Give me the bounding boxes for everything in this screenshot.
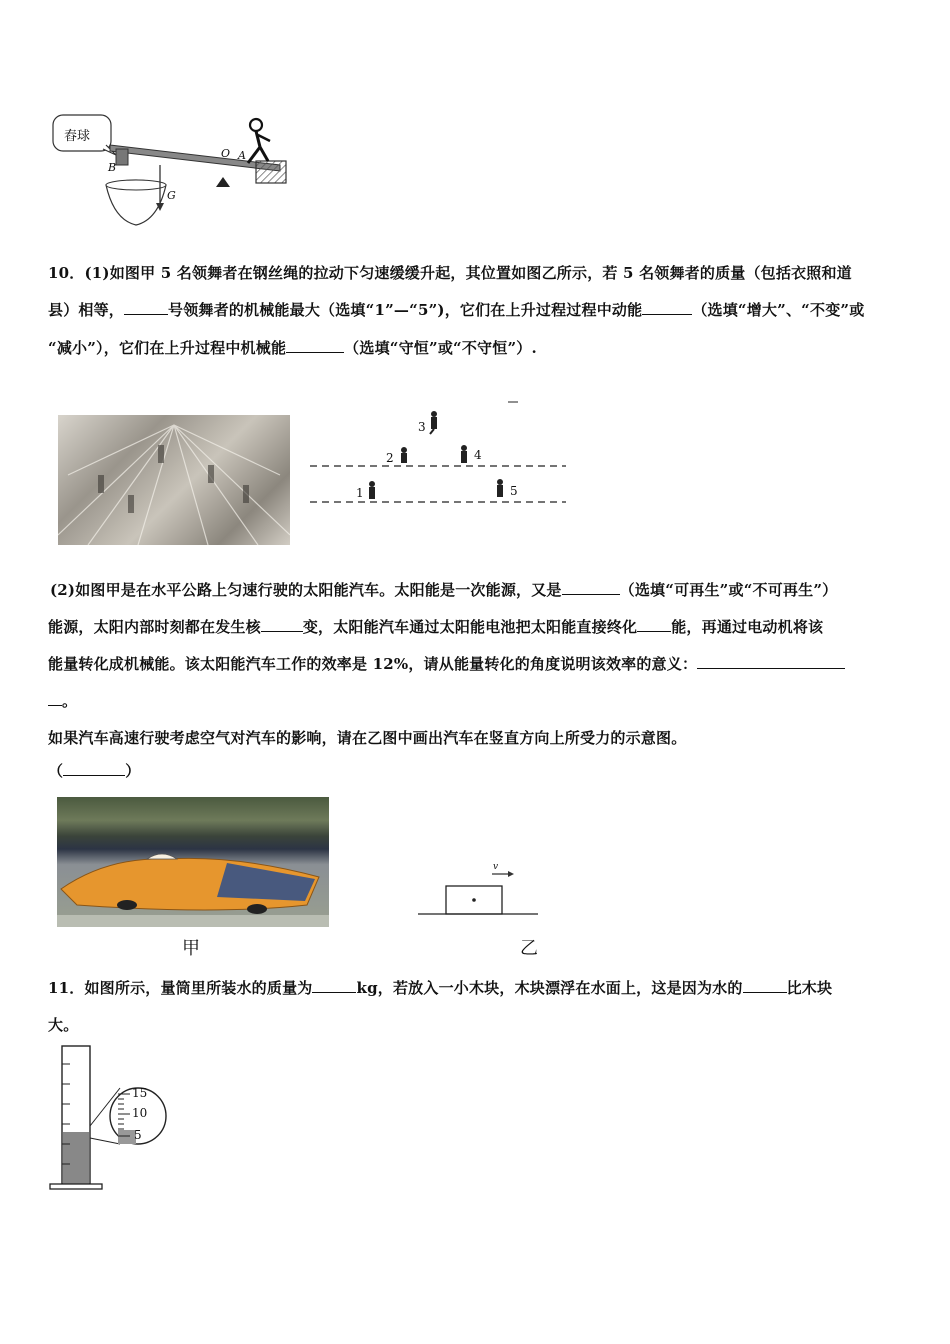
q10p2-line6: （ ） [48,762,141,780]
q10p2-line2: 能源，太阳内部时刻都在发生核 变，太阳能汽车通过太阳能电池把太阳能直接终化 能，再通过电动机将该 [48,618,824,636]
answer-blank[interactable] [743,978,787,993]
lever-figure [48,105,298,230]
tick-label-15: 15 [132,1086,148,1100]
q10p2-line1: (2)如图甲是在水平公路上匀速行驶的太阳能汽车。太阳能是一次能源，又是 （选填“可再生”或“不可再生”） [50,581,838,599]
dancer-label-3: 3 [418,420,426,434]
q10p2-line4: 。 [48,690,77,711]
q10p2-line5: 如果汽车高速行驶考虑空气对汽车的影响，请在乙图中画出汽车在竖直方向上所受力的示意图。 [48,729,687,747]
label-B: B [108,161,117,174]
answer-blank[interactable] [642,300,692,315]
solar-car-photo [57,797,329,927]
dancers-photo [58,415,290,545]
answer-blank[interactable] [261,617,303,632]
dancer-label-1: 1 [356,486,364,500]
car-force-diagram [418,862,538,922]
q10p2-line3: 能量转化成机械能。该太阳能汽车工作的效率是 12%，请从能量转化的角度说明该效率的意义： [48,653,845,674]
q10-line2: 县）相等， 号领舞者的机械能最大（选填“1”—“5”)，它们在上升过程过程中动能 （选填“增大”、“不变”或 [48,301,865,319]
answer-blank[interactable] [312,978,356,993]
answer-blank[interactable] [63,761,125,776]
solar-car-shape [57,797,329,927]
tick-label-5: 5 [134,1128,142,1142]
bubble-text: 舂球 [64,129,91,144]
q10-line1: 10．(1)如图甲 5 名领舞者在钢丝绳的拉动下匀速缓缓升起，其位置如图乙所示，若 5 名领舞者的质量（包括衣照和道 [48,264,852,282]
label-v: v [493,862,499,872]
graduated-cylinder [46,1044,176,1194]
label-jia: 甲 [182,938,200,959]
label-A: A [238,149,246,162]
label-O: O [221,147,231,160]
graduated-cylinder-figure [46,1044,176,1194]
dancer-lines [308,400,568,515]
dancer-label-5: 5 [510,484,518,498]
dancers-photo-texture [58,415,290,545]
answer-blank[interactable] [48,691,62,706]
car-block-diagram [418,862,538,922]
label-yi: 乙 [520,938,538,959]
dancer-label-2: 2 [386,451,394,465]
answer-blank[interactable] [286,338,344,353]
answer-blank[interactable] [697,654,845,669]
label-G: G [167,189,176,202]
q10-line3: “减小”），它们在上升过程中机械能 （选填“守恒”或“不守恒”）. [48,339,537,357]
dancer-label-4: 4 [474,448,482,462]
q11-line2: 大。 [48,1016,79,1034]
answer-blank[interactable] [562,580,620,595]
q11-line1: 11．如图所示，量筒里所装水的质量为 kg，若放入一小木块，木块漂浮在水面上，这是因为水的 比木块 [48,979,833,997]
dancers-position-diagram [308,400,568,515]
answer-blank[interactable] [124,300,168,315]
tick-label-10: 10 [132,1106,148,1120]
answer-blank[interactable] [637,617,671,632]
lever-diagram [48,105,298,230]
